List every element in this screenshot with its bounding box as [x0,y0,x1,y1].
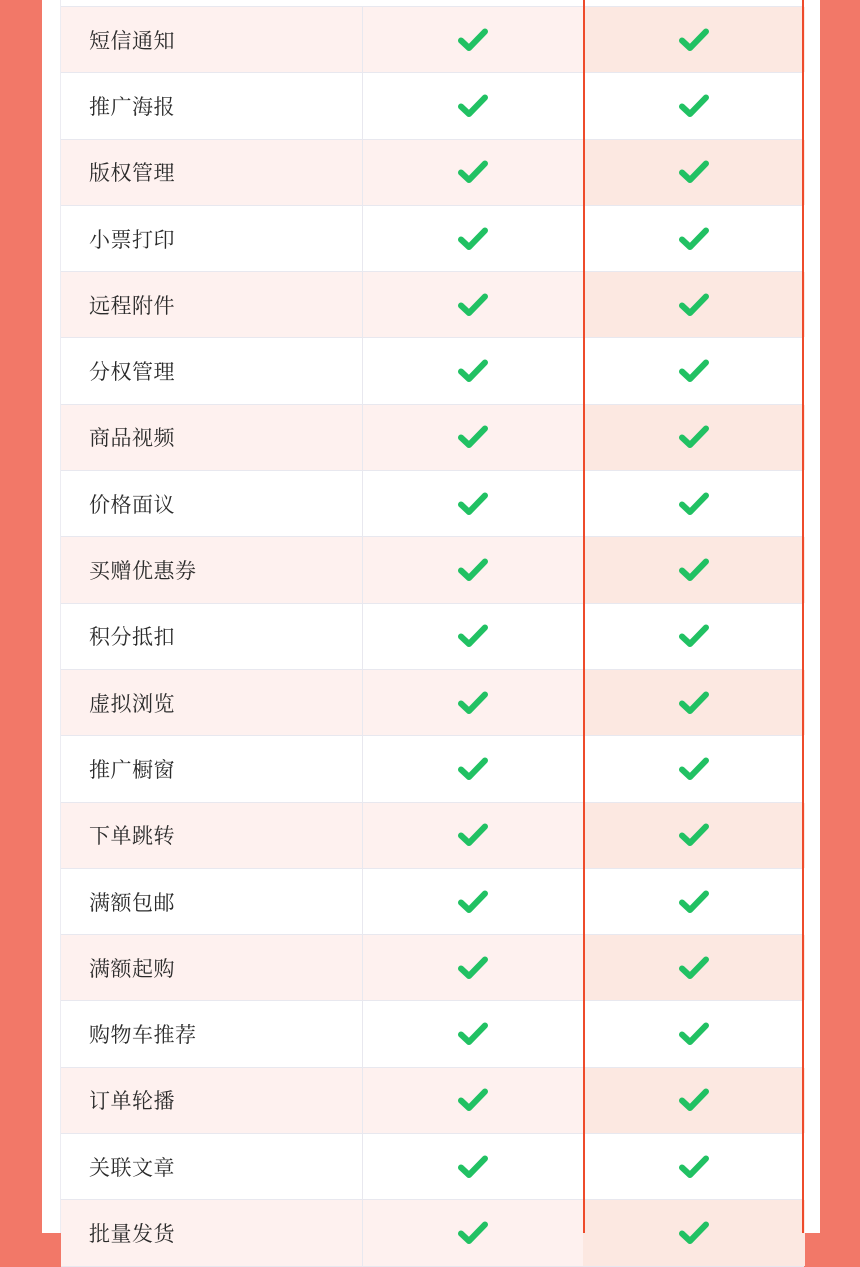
check-icon [678,822,710,848]
plan-left-cell [363,1068,583,1133]
check-icon [678,557,710,583]
check-icon [678,93,710,119]
plan-right-cell [583,670,805,735]
feature-label: 下单跳转 [61,803,363,868]
check-icon [457,690,489,716]
check-icon [457,889,489,915]
check-icon [678,955,710,981]
table-row [61,73,804,139]
plan-right-cell [583,471,805,536]
table-row [61,272,804,338]
table-row [61,1200,804,1266]
table-row [61,1134,804,1200]
table-row [61,471,804,537]
check-icon [678,424,710,450]
highlight-column-left-border [583,0,585,1233]
plan-left-cell [363,935,583,1000]
plan-left-cell [363,206,583,271]
check-icon [457,27,489,53]
feature-label: 买赠优惠券 [61,537,363,602]
check-icon [457,557,489,583]
highlight-column-right-border [802,0,804,1233]
plan-left-cell [363,803,583,868]
check-icon [457,1021,489,1047]
feature-label: 小票打印 [61,206,363,271]
table-row [61,1068,804,1134]
table-row [61,736,804,802]
check-icon [678,1087,710,1113]
plan-left-cell [363,537,583,602]
check-icon [678,623,710,649]
plan-left-cell [363,604,583,669]
feature-label: 推广海报 [61,73,363,138]
check-icon [457,1154,489,1180]
plan-right-cell [583,537,805,602]
table-row [61,604,804,670]
plan-right-cell [583,206,805,271]
feature-label: 推广橱窗 [61,736,363,801]
plan-right-cell [583,736,805,801]
feature-label: 商品视频 [61,405,363,470]
feature-label: 价格面议 [61,471,363,536]
plan-right-cell [583,73,805,138]
check-icon [678,1021,710,1047]
check-icon [457,226,489,252]
check-icon [678,491,710,517]
check-icon [678,889,710,915]
check-icon [678,292,710,318]
feature-label: 远程附件 [61,272,363,337]
table-row [61,1001,804,1067]
feature-label: 短信通知 [61,7,363,72]
table-row [61,935,804,1001]
plan-left-cell [363,338,583,403]
table-row [61,0,804,7]
plan-left-cell [363,1001,583,1066]
table-row [61,7,804,73]
plan-right-cell [583,1134,805,1199]
plan-left-cell [363,140,583,205]
plan-left-cell [363,73,583,138]
table-row [61,869,804,935]
feature-label: 批量发货 [61,1200,363,1265]
check-icon [457,623,489,649]
plan-right-cell [583,338,805,403]
plan-right-cell [583,1001,805,1066]
plan-right-cell [583,272,805,337]
table-row [61,206,804,272]
check-icon [678,1154,710,1180]
plan-left-cell [363,272,583,337]
check-icon [678,27,710,53]
check-icon [457,358,489,384]
feature-label: 订单轮播 [61,1068,363,1133]
check-icon [457,1087,489,1113]
plan-right-cell [583,604,805,669]
plan-left-cell [363,736,583,801]
table-row [61,338,804,404]
check-icon [457,292,489,318]
feature-label: 分权管理 [61,338,363,403]
check-icon [457,93,489,119]
plan-left-cell [363,7,583,72]
plan-right-cell [583,803,805,868]
plan-right-cell [583,405,805,470]
feature-label: 满额包邮 [61,869,363,934]
plan-right-cell [583,869,805,934]
check-icon [457,491,489,517]
feature-label: 满额起购 [61,935,363,1000]
plan-left-cell [363,869,583,934]
feature-label: 关联文章 [61,1134,363,1199]
check-icon [678,358,710,384]
table-rows [61,0,804,1267]
plan-left-cell [363,405,583,470]
plan-left-cell [363,670,583,735]
table-row [61,140,804,206]
check-icon [678,756,710,782]
plan-right-cell [583,1068,805,1133]
feature-comparison-table [60,0,804,1246]
check-icon [457,822,489,848]
table-row [61,537,804,603]
feature-label: 积分抵扣 [61,604,363,669]
feature-label: 虚拟浏览 [61,670,363,735]
check-icon [457,159,489,185]
check-icon [457,955,489,981]
table-row [61,405,804,471]
check-icon [457,756,489,782]
plan-left-cell [363,1134,583,1199]
check-icon [457,424,489,450]
content-panel [42,0,820,1246]
plan-left-cell [363,471,583,536]
plan-right-cell [583,7,805,72]
table-row [61,670,804,736]
check-icon [678,159,710,185]
check-icon [678,226,710,252]
feature-label: 购物车推荐 [61,1001,363,1066]
feature-label: 版权管理 [61,140,363,205]
plan-right-cell [583,935,805,1000]
check-icon [678,690,710,716]
plan-right-cell [583,140,805,205]
table-row [61,803,804,869]
